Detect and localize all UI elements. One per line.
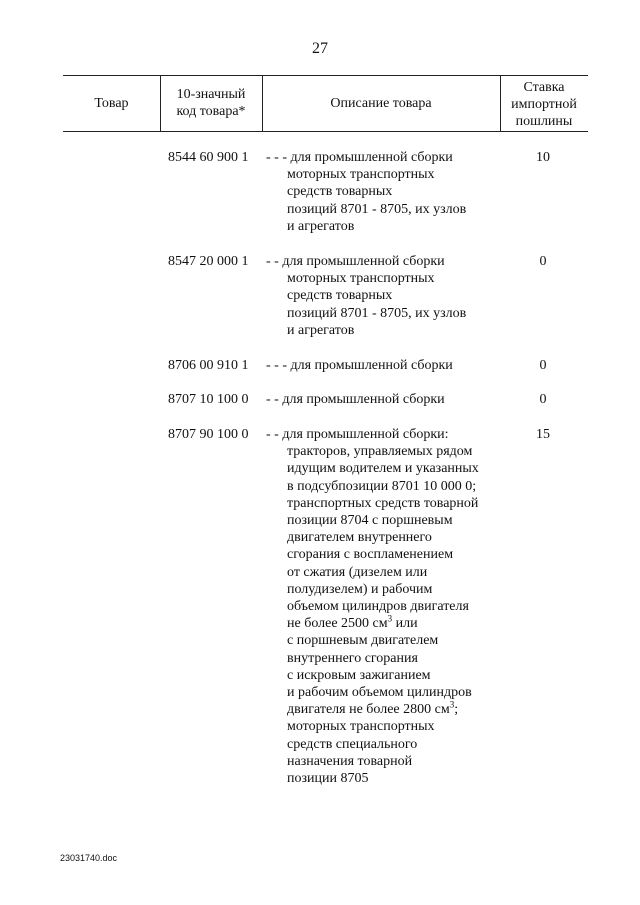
header-rate-line: импортной xyxy=(511,97,577,112)
table-header-rule xyxy=(63,131,588,132)
row-code: 8544 60 900 1 xyxy=(168,150,249,165)
superscript: 3 xyxy=(449,699,455,710)
description-line xyxy=(266,667,479,684)
description-suffix: или xyxy=(392,616,418,632)
row-description xyxy=(266,253,466,339)
description-line xyxy=(266,166,466,183)
description-suffix: ; xyxy=(454,702,459,718)
description-line xyxy=(266,253,466,270)
description-text: моторных транспортных xyxy=(287,271,435,287)
row-code: 8707 10 100 0 xyxy=(168,392,249,407)
description-line xyxy=(266,270,466,287)
description-text: средств товарных xyxy=(287,288,393,304)
description-line xyxy=(266,305,466,322)
row-rate: 10 xyxy=(536,150,550,165)
table-top-rule xyxy=(63,75,588,76)
description-text: в подсубпозиции 8701 10 000 0; xyxy=(287,478,477,494)
description-line xyxy=(266,149,466,166)
description-line xyxy=(266,564,479,581)
description-text: и рабочим объемом цилиндров xyxy=(287,685,472,701)
dash-marker: - - xyxy=(266,392,279,407)
dash-marker: - - xyxy=(266,427,279,442)
description-line xyxy=(266,598,479,615)
description-text: позиции 8705 xyxy=(287,771,369,787)
description-text: внутреннего сгорания xyxy=(287,650,418,666)
file-name: 23031740.doc xyxy=(60,853,118,863)
description-text: и агрегатов xyxy=(287,218,355,234)
description-line xyxy=(266,650,479,667)
header-code xyxy=(160,86,262,120)
description-line xyxy=(266,322,466,339)
description-line xyxy=(266,770,479,787)
description-line xyxy=(266,753,479,770)
description-line xyxy=(266,357,453,374)
description-text: назначения товарной xyxy=(287,753,413,769)
description-text: и агрегатов xyxy=(287,322,355,338)
description-line xyxy=(266,218,466,235)
description-line xyxy=(266,512,479,529)
description-text: моторных транспортных xyxy=(287,719,435,735)
page-number: 27 xyxy=(312,40,328,57)
dash-marker: - - - xyxy=(266,150,287,165)
row-code: 8547 20 000 1 xyxy=(168,254,249,269)
description-line xyxy=(266,581,479,598)
description-text: средств товарных xyxy=(287,184,393,200)
description-text: полудизелем) и рабочим xyxy=(287,581,433,597)
description-text: позиций 8701 - 8705, их узлов xyxy=(287,305,467,321)
description-text: не более 2500 см xyxy=(287,616,388,632)
row-rate: 15 xyxy=(536,427,550,442)
header-description: Описание товара xyxy=(330,96,432,111)
dash-marker: - - - xyxy=(266,358,287,373)
description-text: сгорания с воспламенением xyxy=(287,547,454,563)
description-line xyxy=(266,391,445,408)
description-text: от сжатия (дизелем или xyxy=(287,564,428,580)
row-rate: 0 xyxy=(539,392,547,407)
description-line xyxy=(266,478,479,495)
description-text: позиций 8701 - 8705, их узлов xyxy=(287,201,467,217)
description-text: для промышленной сборки xyxy=(282,254,445,269)
superscript: 3 xyxy=(387,613,393,624)
description-line xyxy=(266,287,466,304)
description-line xyxy=(266,632,479,649)
description-line xyxy=(266,546,479,563)
description-text: для промышленной сборки xyxy=(290,358,453,373)
description-text: позиции 8704 с поршневым xyxy=(287,513,453,529)
description-line xyxy=(266,684,479,701)
description-text: объемом цилиндров двигателя xyxy=(287,599,469,615)
description-line xyxy=(266,718,479,735)
description-line xyxy=(266,426,479,443)
row-rate: 0 xyxy=(539,254,547,269)
description-text: моторных транспортных xyxy=(287,167,435,183)
description-text: тракторов, управляемых рядом xyxy=(287,444,473,460)
description-text: для промышленной сборки: xyxy=(282,427,449,442)
header-code-line: код товара* xyxy=(176,104,246,119)
dash-marker: - - xyxy=(266,254,279,269)
description-text: средств специального xyxy=(287,736,418,752)
row-description xyxy=(266,357,453,374)
description-text: транспортных средств товарной xyxy=(287,495,479,511)
description-line xyxy=(266,495,479,512)
description-text: двигателем внутреннего xyxy=(287,530,432,546)
header-rate xyxy=(500,79,588,130)
row-code: 8706 00 910 1 xyxy=(168,358,249,373)
row-rate: 0 xyxy=(539,358,547,373)
row-code: 8707 90 100 0 xyxy=(168,427,249,442)
description-text: двигателя не более 2800 см xyxy=(287,702,450,718)
header-rate-line: Ставка xyxy=(523,80,565,95)
row-description xyxy=(266,149,466,235)
row-description xyxy=(266,426,479,787)
description-line xyxy=(266,529,479,546)
description-line xyxy=(266,615,479,632)
description-line xyxy=(266,460,479,477)
description-line xyxy=(266,443,479,460)
description-line xyxy=(266,201,466,218)
description-line xyxy=(266,736,479,753)
description-line xyxy=(266,701,479,718)
description-text: для промышленной сборки xyxy=(290,150,453,165)
header-product: Товар xyxy=(94,96,129,111)
description-text: для промышленной сборки xyxy=(282,392,445,407)
description-text: идущим водителем и указанных xyxy=(287,461,479,477)
description-text: с искровым зажиганием xyxy=(287,667,431,683)
description-text: с поршневым двигателем xyxy=(287,633,439,649)
header-rate-line: пошлины xyxy=(515,114,573,129)
row-description xyxy=(266,391,445,408)
header-code-line: 10-значный xyxy=(176,87,246,102)
description-line xyxy=(266,183,466,200)
